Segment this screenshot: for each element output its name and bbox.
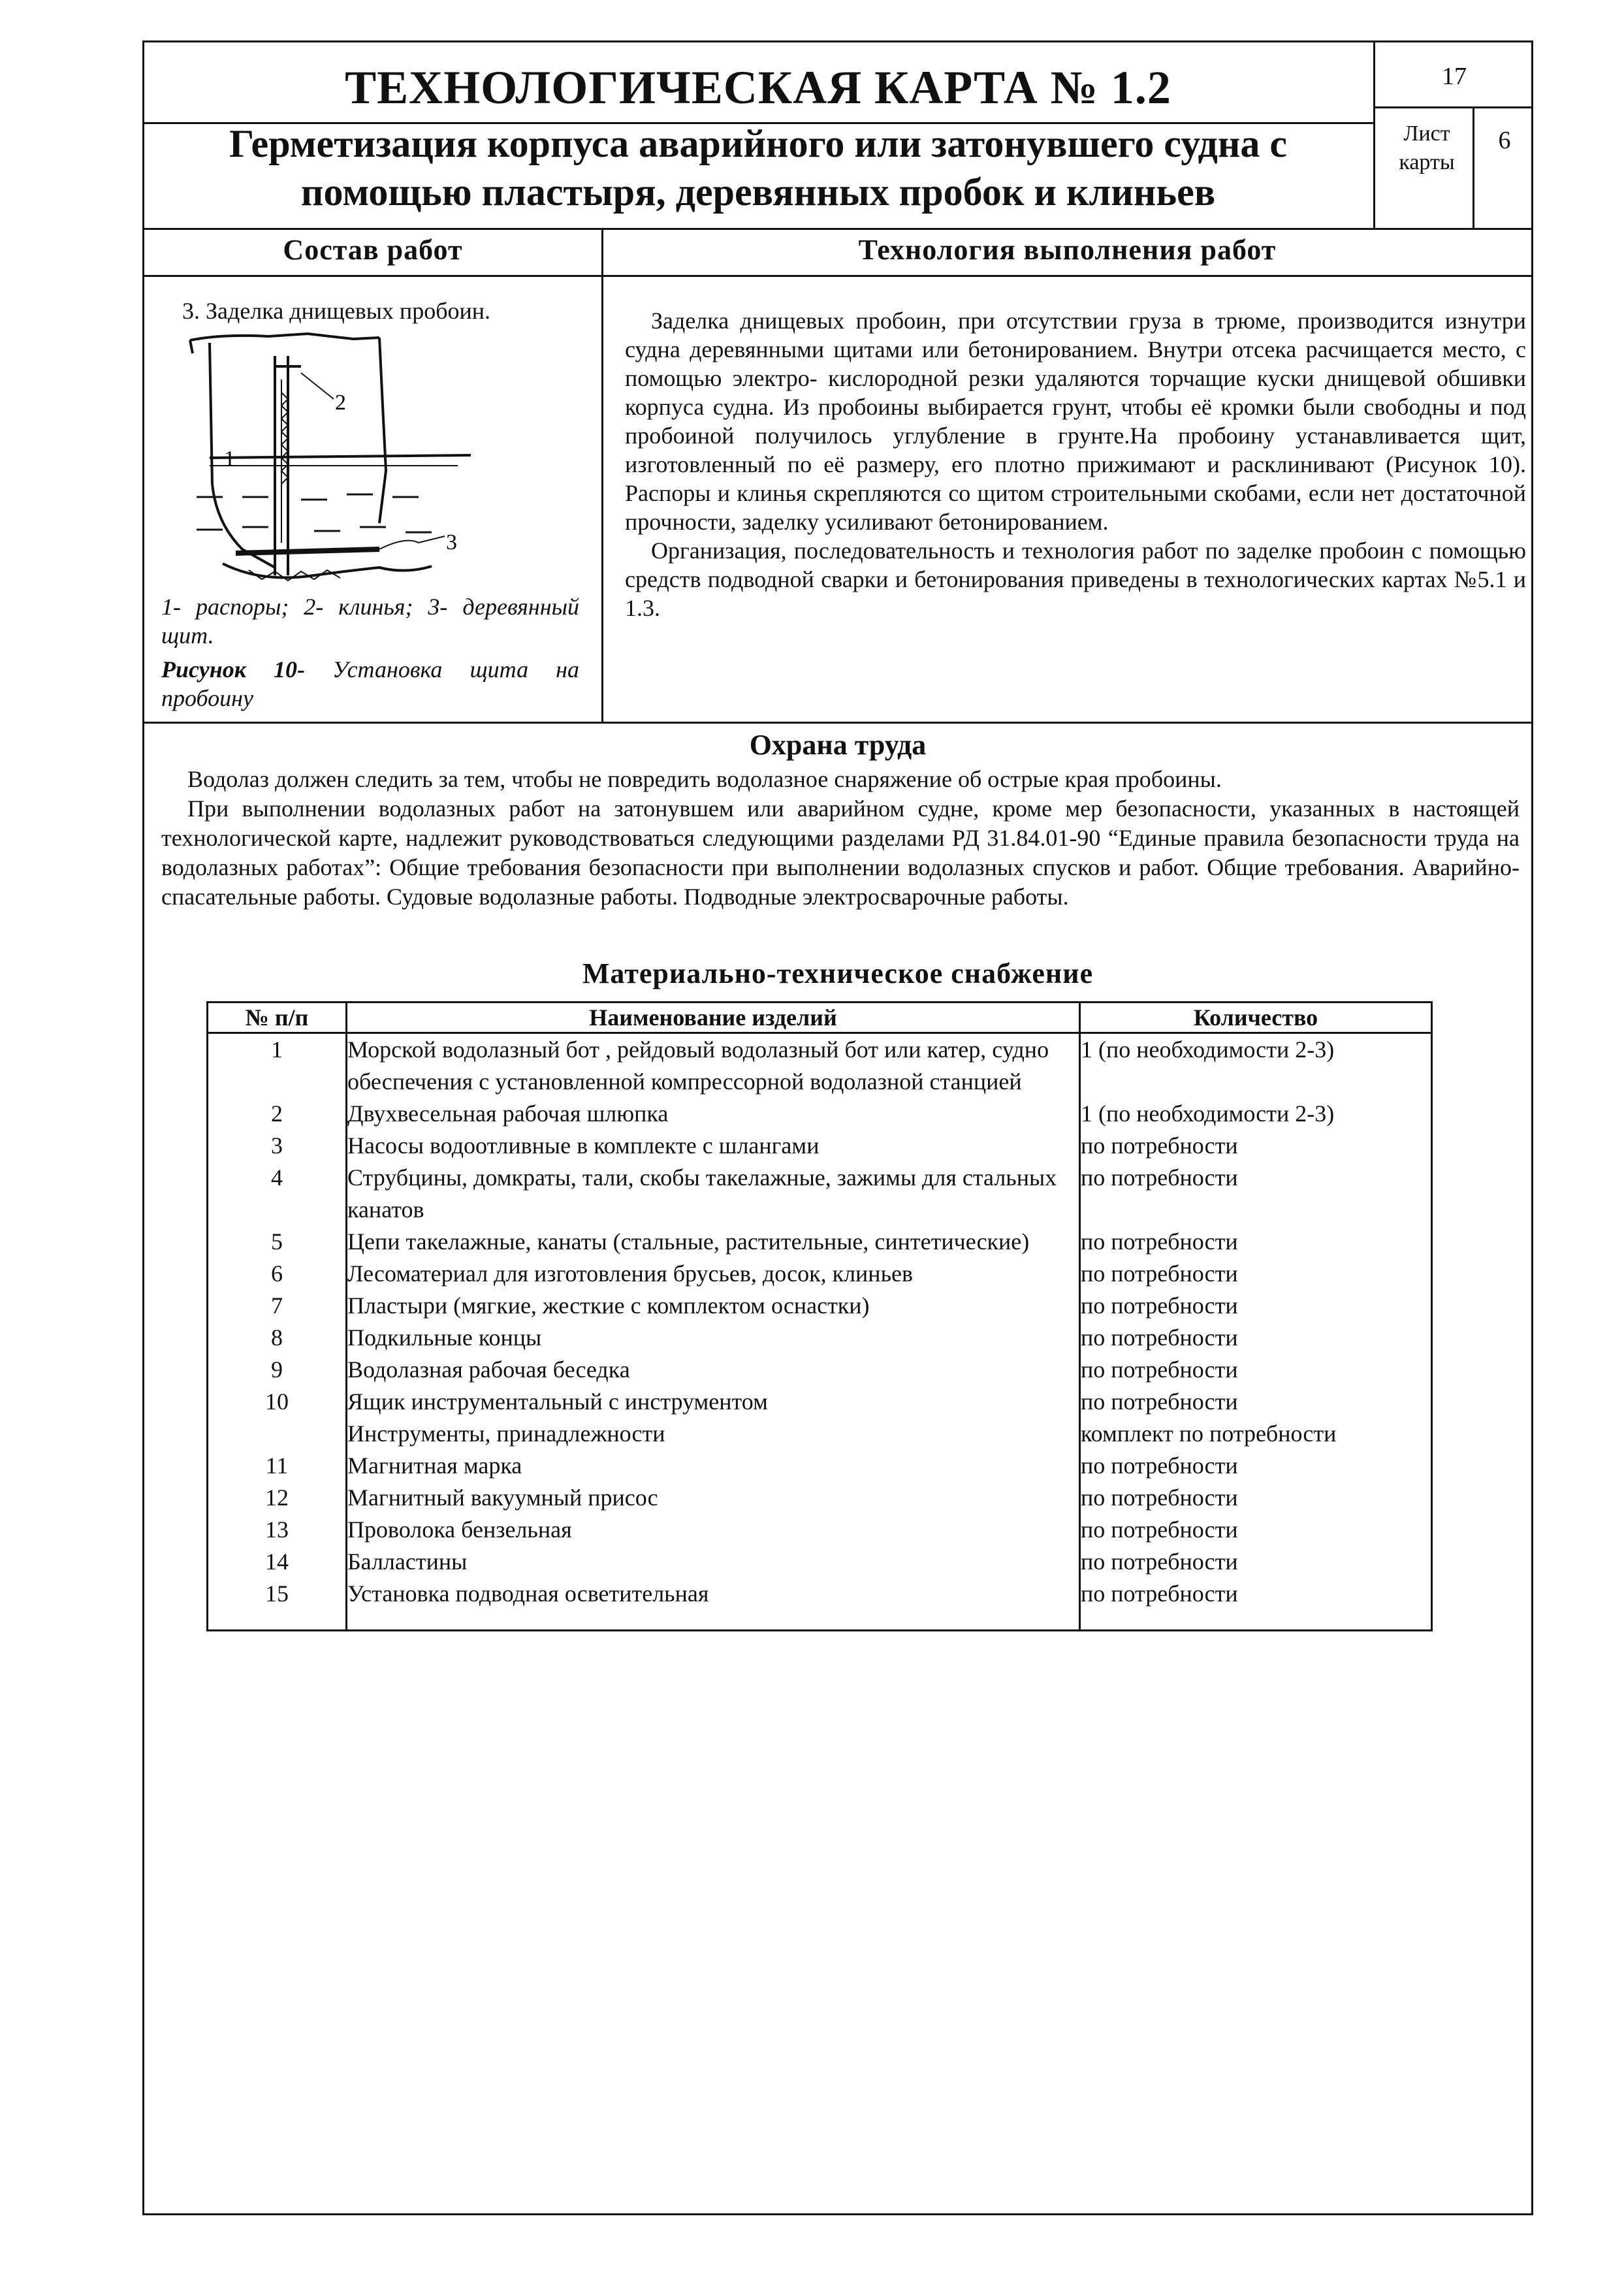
table-row [208, 1386, 1432, 1418]
item-name: Подкильные концы [347, 1322, 1080, 1354]
item-quantity: по потребности [1080, 1450, 1432, 1482]
item-name: Проволока бензельная [347, 1514, 1080, 1546]
figure-caption: 1- распоры; 2- клинья; 3- деревянный щит. [161, 594, 579, 649]
figure-title [161, 655, 579, 713]
table-row [208, 1514, 1432, 1546]
row-number: 15 [208, 1578, 347, 1631]
item-quantity: по потребности [1080, 1354, 1432, 1386]
figure-shield-installation [183, 327, 588, 588]
table-row [208, 1418, 1432, 1450]
item-name: Насосы водоотливные в комплекте с шлангами [347, 1130, 1080, 1162]
item-quantity: 1 (по необходимости 2-3) [1080, 1098, 1432, 1130]
column-header-work: Состав работ [283, 234, 463, 266]
item-name: Морской водолазный бот , рейдовый водолазный бот или катер, судно обеспечения с установленной компрессорной водолазной станцией [347, 1033, 1080, 1098]
item-name: Пластыри (мягкие, жесткие с комплектом оснастки) [347, 1290, 1080, 1322]
row-number: 5 [208, 1226, 347, 1258]
column-divider [601, 228, 603, 722]
callout-1: 1 [224, 447, 235, 471]
item-quantity: по потребности [1080, 1322, 1432, 1354]
item-quantity: по потребности [1080, 1162, 1432, 1226]
row-number: 7 [208, 1290, 347, 1322]
item-name: Цепи такелажные, канаты (стальные, растительные, синтетические) [347, 1226, 1080, 1258]
safety-text [161, 765, 1520, 912]
table-row [208, 1162, 1432, 1226]
document-subtitle [157, 120, 1359, 216]
table-row [208, 1226, 1432, 1258]
row-number: 13 [208, 1514, 347, 1546]
sheet-label [1377, 120, 1476, 177]
subtitle-line-1: Герметизация корпуса аварийного или затонувшего судна с [229, 122, 1288, 165]
item-quantity: 1 (по необходимости 2-3) [1080, 1033, 1432, 1098]
row-number [208, 1418, 347, 1450]
item-quantity: комплект по потребности [1080, 1418, 1432, 1450]
table-row [208, 1290, 1432, 1322]
item-name: Магнитный вакуумный присос [347, 1482, 1080, 1514]
row-number: 12 [208, 1482, 347, 1514]
technology-text [625, 306, 1526, 622]
column-quantity-header: Количество [1080, 1002, 1432, 1033]
row-number: 14 [208, 1546, 347, 1578]
technology-paragraph-1: Заделка днищевых пробоин, при отсутствии груза в трюме, производится изнутри судна деревянными щитами или бетонированием. Внутри отсека расчищается место, с помощью электро- кислородной резки удаляются торчащие куски днищевой обшивки корпуса судна. Из пробоины выбирается грунт, чтобы её кромки были свободны и под пробоиной получилось углубление в грунте.На пробоину устанавливается щит, изготовленный по её размеру, его плотно прижимают и расклинивают (Рисунок 10). Распоры и клинья скрепляются со щитом строительными скобами, если нет достаточной прочности, заделку усиливают бетонированием. [625, 308, 1526, 535]
figure-title-number: Рисунок 10- [161, 656, 305, 682]
figure-title-text: Установка щита на пробоину [161, 656, 579, 711]
item-quantity: по потребности [1080, 1578, 1432, 1631]
page-number: 17 [1442, 63, 1467, 90]
item-quantity: по потребности [1080, 1290, 1432, 1322]
table-row [208, 1098, 1432, 1130]
header-bottom-border [144, 228, 1531, 230]
safety-heading: Охрана труда [749, 729, 927, 761]
section-divider [144, 722, 1531, 724]
callout-2: 2 [335, 391, 346, 415]
page-box-border [1373, 42, 1375, 228]
sheet-number: 6 [1498, 127, 1511, 154]
table-row [208, 1130, 1432, 1162]
safety-paragraph-2: При выполнении водолазных работ на затонувшем или аварийном судне, кроме мер безопасности, указанных в настоящей технологической карте, надлежит руководствоваться следующими разделами РД 31.84.01-90 “Единые правила безопасности труда на водолазных работах”: Общие требования безопасности при выполнении водолазных спусков и работ. Общие требования. Аварийно-спасательные работы. Судовые водолазные работы. Подводные электросварочные работы. [161, 795, 1520, 910]
table-row [208, 1354, 1432, 1386]
row-number: 1 [208, 1033, 347, 1098]
table-row [208, 1546, 1432, 1578]
supply-table-header [208, 1002, 1432, 1033]
column-header-technology: Технология выполнения работ [858, 234, 1277, 266]
table-row [208, 1258, 1432, 1290]
row-number: 9 [208, 1354, 347, 1386]
column-name-header: Наименование изделий [347, 1002, 1080, 1033]
item-name: Магнитная марка [347, 1450, 1080, 1482]
item-name: Водолазная рабочая беседка [347, 1354, 1080, 1386]
item-name: Лесоматериал для изготовления брусьев, досок, клиньев [347, 1258, 1080, 1290]
technology-paragraph-2: Организация, последовательность и технология работ по заделке пробоин с помощью средств подводной сварки и бетонирования приведены в технологических картах №5.1 и 1.3. [625, 537, 1526, 621]
table-row [208, 1578, 1432, 1631]
supply-table [206, 1001, 1433, 1631]
item-quantity: по потребности [1080, 1546, 1432, 1578]
item-name: Балластины [347, 1546, 1080, 1578]
safety-paragraph-1: Водолаз должен следить за тем, чтобы не повредить водолазное снаряжение об острые края пробоины. [187, 766, 1222, 792]
sheet-label-line-1: Лист [1403, 121, 1450, 146]
column-number-header: № п/п [208, 1002, 347, 1033]
page-box-divider [1373, 106, 1531, 108]
row-number: 10 [208, 1386, 347, 1418]
item-name: Установка подводная осветительная [347, 1578, 1080, 1631]
item-quantity: по потребности [1080, 1482, 1432, 1514]
row-number: 4 [208, 1162, 347, 1226]
row-number: 6 [208, 1258, 347, 1290]
item-quantity: по потребности [1080, 1130, 1432, 1162]
item-name: Ящик инструментальный с инструментом [347, 1386, 1080, 1418]
supply-heading: Материально-техническое снабжение [582, 957, 1094, 989]
item-quantity: по потребности [1080, 1386, 1432, 1418]
item-quantity: по потребности [1080, 1226, 1432, 1258]
row-number: 11 [208, 1450, 347, 1482]
item-name: Струбцины, домкраты, тали, скобы такелажные, зажимы для стальных канатов [347, 1162, 1080, 1226]
document-frame [142, 40, 1533, 2215]
callout-3: 3 [446, 530, 457, 554]
item-name: Двухвесельная рабочая шлюпка [347, 1098, 1080, 1130]
row-number: 8 [208, 1322, 347, 1354]
item-quantity: по потребности [1080, 1258, 1432, 1290]
subtitle-line-2: помощью пластыря, деревянных пробок и клиньев [300, 170, 1216, 214]
work-step-label: 3. Заделка днищевых пробоин. [182, 298, 491, 324]
item-quantity: по потребности [1080, 1514, 1432, 1546]
table-row [208, 1033, 1432, 1098]
sheet-label-line-2: карты [1399, 150, 1455, 174]
row-number: 2 [208, 1098, 347, 1130]
table-row [208, 1450, 1432, 1482]
table-row [208, 1322, 1432, 1354]
column-header-border [144, 275, 1531, 277]
table-row [208, 1482, 1432, 1514]
document-title: ТЕХНОЛОГИЧЕСКАЯ КАРТА № 1.2 [345, 61, 1171, 114]
row-number: 3 [208, 1130, 347, 1162]
item-name: Инструменты, принадлежности [347, 1418, 1080, 1450]
